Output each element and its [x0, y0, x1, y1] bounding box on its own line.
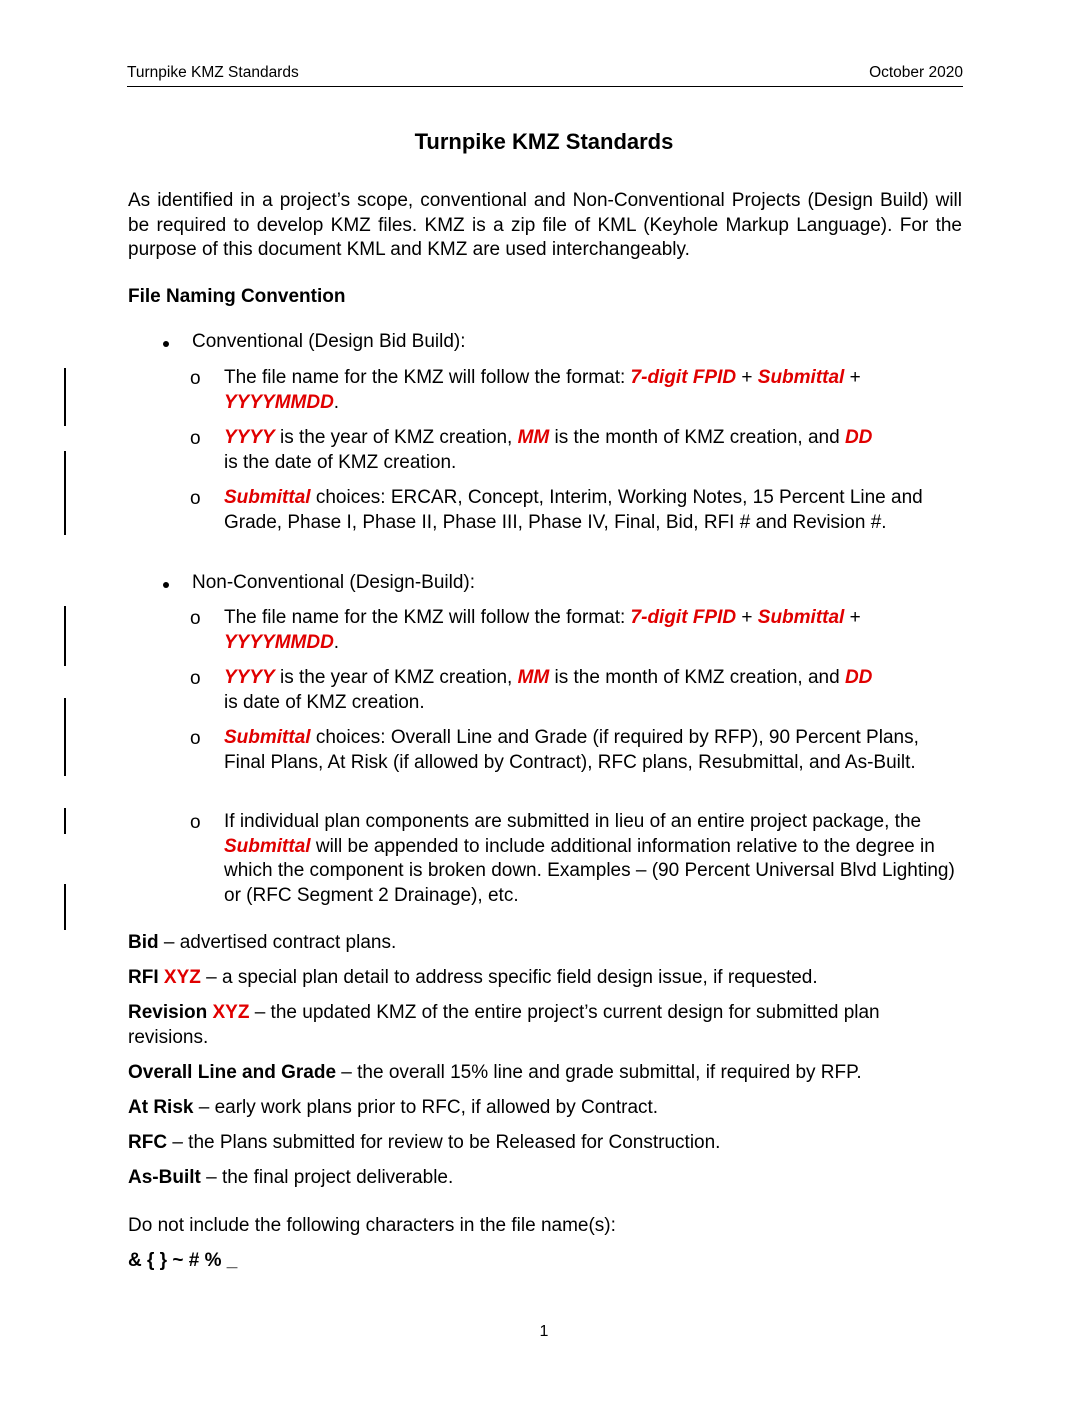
document-title: Turnpike KMZ Standards [414, 129, 674, 154]
change-bar [64, 368, 66, 426]
sub-bullet-marker: o [190, 608, 201, 629]
bullet-dot [163, 582, 169, 588]
definition-at-risk: At Risk – early work plans prior to RFC, if allowed by Contract. [128, 1097, 659, 1118]
change-bar [64, 606, 66, 666]
excluded-characters: & { } ~ # % _ [128, 1250, 238, 1271]
definition-overall-line-grade: Overall Line and Grade – the overall 15% line and grade submittal, if required by RFP. [128, 1062, 862, 1083]
sub-bullet-marker: o [190, 668, 201, 689]
exclude-instruction: Do not include the following characters in the file name(s): [128, 1215, 616, 1236]
change-bar [64, 808, 66, 834]
page-number: 1 [539, 1323, 549, 1340]
section-heading: File Naming Convention [128, 286, 346, 307]
sub-bullet-marker: o [190, 812, 201, 833]
definition-bid: Bid – advertised contract plans. [128, 932, 397, 953]
change-bar [64, 698, 66, 776]
header-title: Turnpike KMZ Standards [127, 64, 299, 81]
bullet-dot [163, 341, 169, 347]
definition-revision: Revision XYZ – the updated KMZ of the entire project’s current design for submitted plan revisions. [128, 1002, 880, 1048]
sub-item-format: The file name for the KMZ will follow the format: 7-digit FPID + Submittal + YYYYMMDD. [224, 367, 861, 413]
definition-rfi: RFI XYZ – a special plan detail to address specific field design issue, if requested. [128, 967, 818, 988]
definition-as-built: As-Built – the final project deliverable. [128, 1167, 454, 1188]
sub-bullet-marker: o [190, 428, 201, 449]
sub-item-format: The file name for the KMZ will follow the format: 7-digit FPID + Submittal + YYYYMMDD. [224, 607, 861, 653]
bullet-conventional: Conventional (Design Bid Build): [192, 331, 466, 352]
sub-bullet-marker: o [190, 728, 201, 749]
bullet-nonconventional: Non-Conventional (Design-Build): [192, 572, 476, 593]
definition-rfc: RFC – the Plans submitted for review to be Released for Construction. [128, 1132, 721, 1153]
intro-paragraph: As identified in a project’s scope, conventional and Non-Conventional Projects (Design Build) will be required to develop KMZ files. KMZ is a zip file of KML (Keyhole Markup Language). For the purpose of this document KML and KMZ are used interchangeably. [128, 190, 962, 260]
sub-item-choices: Submittal choices: ERCAR, Concept, Interim, Working Notes, 15 Percent Line and Grade, Phase I, Phase II, Phase III, Phase IV, Final, Bid, RFI # and Revision #. [224, 487, 923, 533]
change-bar [64, 884, 66, 930]
sub-item-date-parts: YYYY is the year of KMZ creation, MM is the month of KMZ creation, and DD is the date of KMZ creation. [224, 427, 873, 473]
change-bar [64, 451, 66, 535]
sub-item-components: If individual plan components are submitted in lieu of an entire project package, the Submittal will be appended to include additional information relative to the degree in which the component is broken down. Examples – (90 Percent Universal Blvd Lighting) or (RFC Segment 2 Drainage), etc. [224, 811, 955, 906]
sub-bullet-marker: o [190, 488, 201, 509]
sub-item-date-parts: YYYY is the year of KMZ creation, MM is the month of KMZ creation, and DD is date of KMZ creation. [224, 667, 873, 713]
page-header [127, 64, 963, 87]
sub-item-choices: Submittal choices: Overall Line and Grade (if required by RFP), 90 Percent Plans, Final Plans, At Risk (if allowed by Contract), RFC plans, Resubmittal, and As-Built. [224, 727, 919, 773]
header-date: October 2020 [869, 64, 963, 81]
sub-bullet-marker: o [190, 368, 201, 389]
